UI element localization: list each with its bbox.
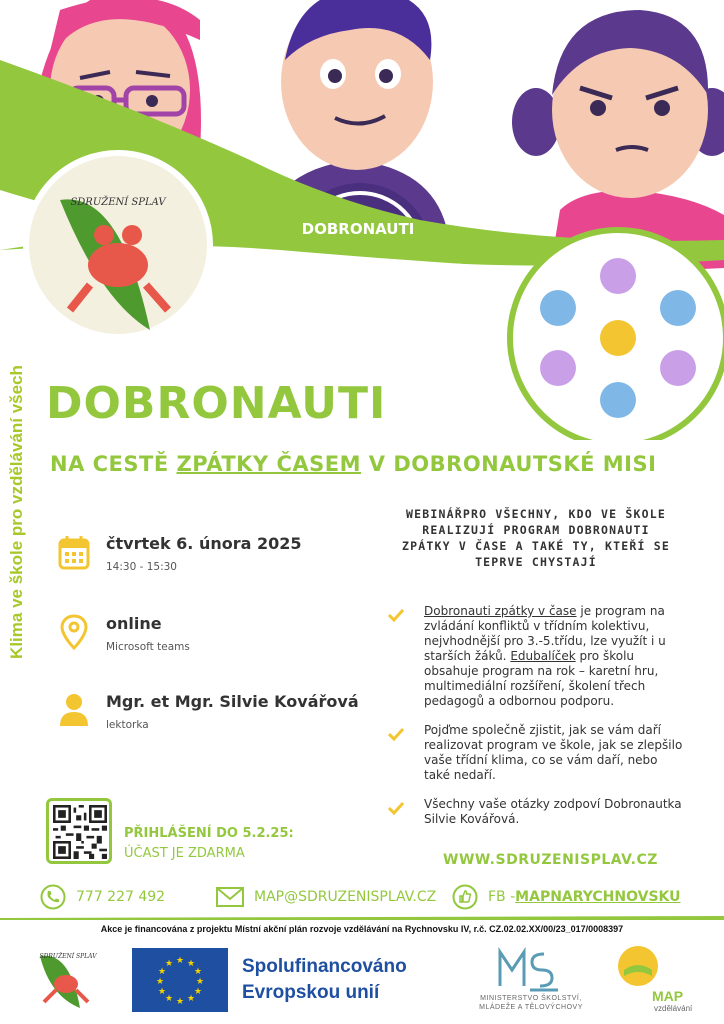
eu-cofunding-text (242, 954, 407, 1006)
map-logo-icon (616, 944, 660, 988)
subtitle-underlined: ZPÁTKY ČASEM (176, 452, 361, 476)
bullet-text: Všechny vaše otázky zodpoví Dobronautka Silvie Kovářová. (424, 797, 682, 826)
bullet-text: pro školu obsahuje program na rok – karetní hru, multimediální rozšíření, školení třech pedagogů a odbornou podporu. (424, 649, 659, 708)
email-contact[interactable] (216, 880, 436, 914)
page-title: DOBRONAUTI (46, 378, 387, 429)
thumbs-up-icon (452, 884, 478, 910)
footer-logos (0, 940, 724, 1024)
program-link[interactable]: Dobronauti zpátky v čase (424, 604, 577, 618)
svg-text:SDRUŽENÍ SPLAV: SDRUŽENÍ SPLAV (39, 953, 97, 960)
eu-line-2: Evropskou unií (242, 982, 380, 1003)
speaker-role: lektorka (106, 719, 149, 731)
map-logo-text: MAP (652, 988, 684, 1004)
qr-code-icon (53, 805, 107, 859)
splav-small-logo (30, 946, 100, 1012)
svg-text:★: ★ (193, 967, 203, 977)
location-pin-icon (58, 614, 90, 650)
svg-text:★: ★ (157, 967, 167, 977)
svg-text:★: ★ (155, 977, 165, 987)
side-tagline: Klima ve škole pro vzdělávání všech (7, 365, 26, 659)
event-time: 14:30 - 15:30 (106, 561, 177, 573)
svg-text:★: ★ (186, 959, 196, 969)
bullet-item (386, 723, 686, 783)
bullet-list (386, 604, 686, 841)
bullet-item (386, 797, 686, 827)
facebook-page: MAPNARYCHNOVSKU (515, 889, 681, 905)
webinar-intro: WEBINÁŘPRO VŠECHNY, KDO VE ŠKOLE REALIZUJÍ PROGRAM DOBRONAUTI ZPÁTKY V ČASE A TAKÉ TY, KTEŘÍ SE TEPRVE CHYSTAJÍ (401, 507, 671, 569)
event-place: online (106, 614, 162, 633)
funding-note: Akce je financována z projektu Místní akční plán rozvoje vzdělávání na Rychnovsku IV, r.č. CZ.02.02.XX/00/23_017/0008397 (100, 924, 624, 934)
mail-icon (216, 887, 244, 907)
person-icon (58, 692, 90, 728)
bullet-item (386, 604, 686, 709)
event-platform: Microsoft teams (106, 641, 190, 653)
speaker-row (58, 692, 359, 731)
page-subtitle (50, 452, 656, 476)
svg-text:★: ★ (175, 956, 185, 966)
registration-deadline: PŘIHLÁŠENÍ DO 5.2.25: (124, 826, 294, 841)
splav-logo (26, 153, 210, 337)
phone-icon (40, 884, 66, 910)
svg-text:★: ★ (164, 994, 174, 1004)
eu-line-1: Spolufinancováno (242, 956, 407, 977)
msmt-caption (456, 994, 606, 1012)
svg-text:★: ★ (195, 977, 205, 987)
subtitle-suffix: V DOBRONAUTSKÉ MISI (360, 452, 657, 476)
bullet-text: Pojďme společně zjistit, jak se vám daří realizovat program ve škole, jak se zlepšilo vaše třídní klima, co se vám daří, nebo také nedaří. (424, 723, 683, 782)
dots-circle (510, 230, 724, 440)
phone-contact[interactable] (40, 880, 165, 914)
website-link[interactable]: WWW.SDRUZENISPLAV.CZ (443, 852, 658, 868)
msmt-logo (496, 946, 566, 994)
event-date: čtvrtek 6. února 2025 (106, 534, 302, 553)
bullet-text: je program na zvládání konfliktů v třídním kolektivu, nejvhodnější pro 3.-5.třídu, lze využít i u starších žáků. (424, 604, 666, 663)
svg-text:★: ★ (164, 959, 174, 969)
svg-text:★: ★ (186, 994, 196, 1004)
divider-line (0, 914, 724, 922)
contact-bar (40, 880, 700, 914)
check-icon (388, 727, 404, 741)
svg-text:SDRUŽENÍ SPLAV: SDRUŽENÍ SPLAV (70, 197, 166, 208)
map-logo-subtext: vzdělávání (654, 1004, 693, 1013)
check-icon (388, 608, 404, 622)
place-row (58, 614, 190, 653)
eu-flag-icon (132, 948, 228, 1012)
edubalicek-link[interactable]: Edubalíček (510, 649, 576, 663)
shirt-text (288, 208, 428, 248)
facebook-prefix: FB - (488, 889, 516, 905)
svg-text:★: ★ (157, 987, 167, 997)
registration-free: ÚČAST JE ZDARMA (124, 846, 245, 861)
svg-text:★: ★ (193, 987, 203, 997)
msmt-line-1: MINISTERSTVO ŠKOLSTVÍ, (480, 995, 582, 1002)
email-address: MAP@SDRUZENISPLAV.CZ (254, 889, 437, 905)
calendar-icon (58, 534, 90, 570)
svg-text:DOBRONAUTI: DOBRONAUTI (301, 220, 415, 238)
speaker-name: Mgr. et Mgr. Silvie Kovářová (106, 692, 359, 711)
msmt-line-2: MLÁDEŽE A TĚLOVÝCHOVY (479, 1004, 583, 1011)
subtitle-prefix: NA CESTĚ (50, 452, 177, 476)
qr-code[interactable] (46, 798, 112, 864)
date-row (58, 534, 302, 573)
svg-text:★: ★ (175, 997, 185, 1007)
check-icon (388, 801, 404, 815)
facebook-contact[interactable] (452, 880, 681, 914)
phone-number: 777 227 492 (76, 889, 166, 905)
